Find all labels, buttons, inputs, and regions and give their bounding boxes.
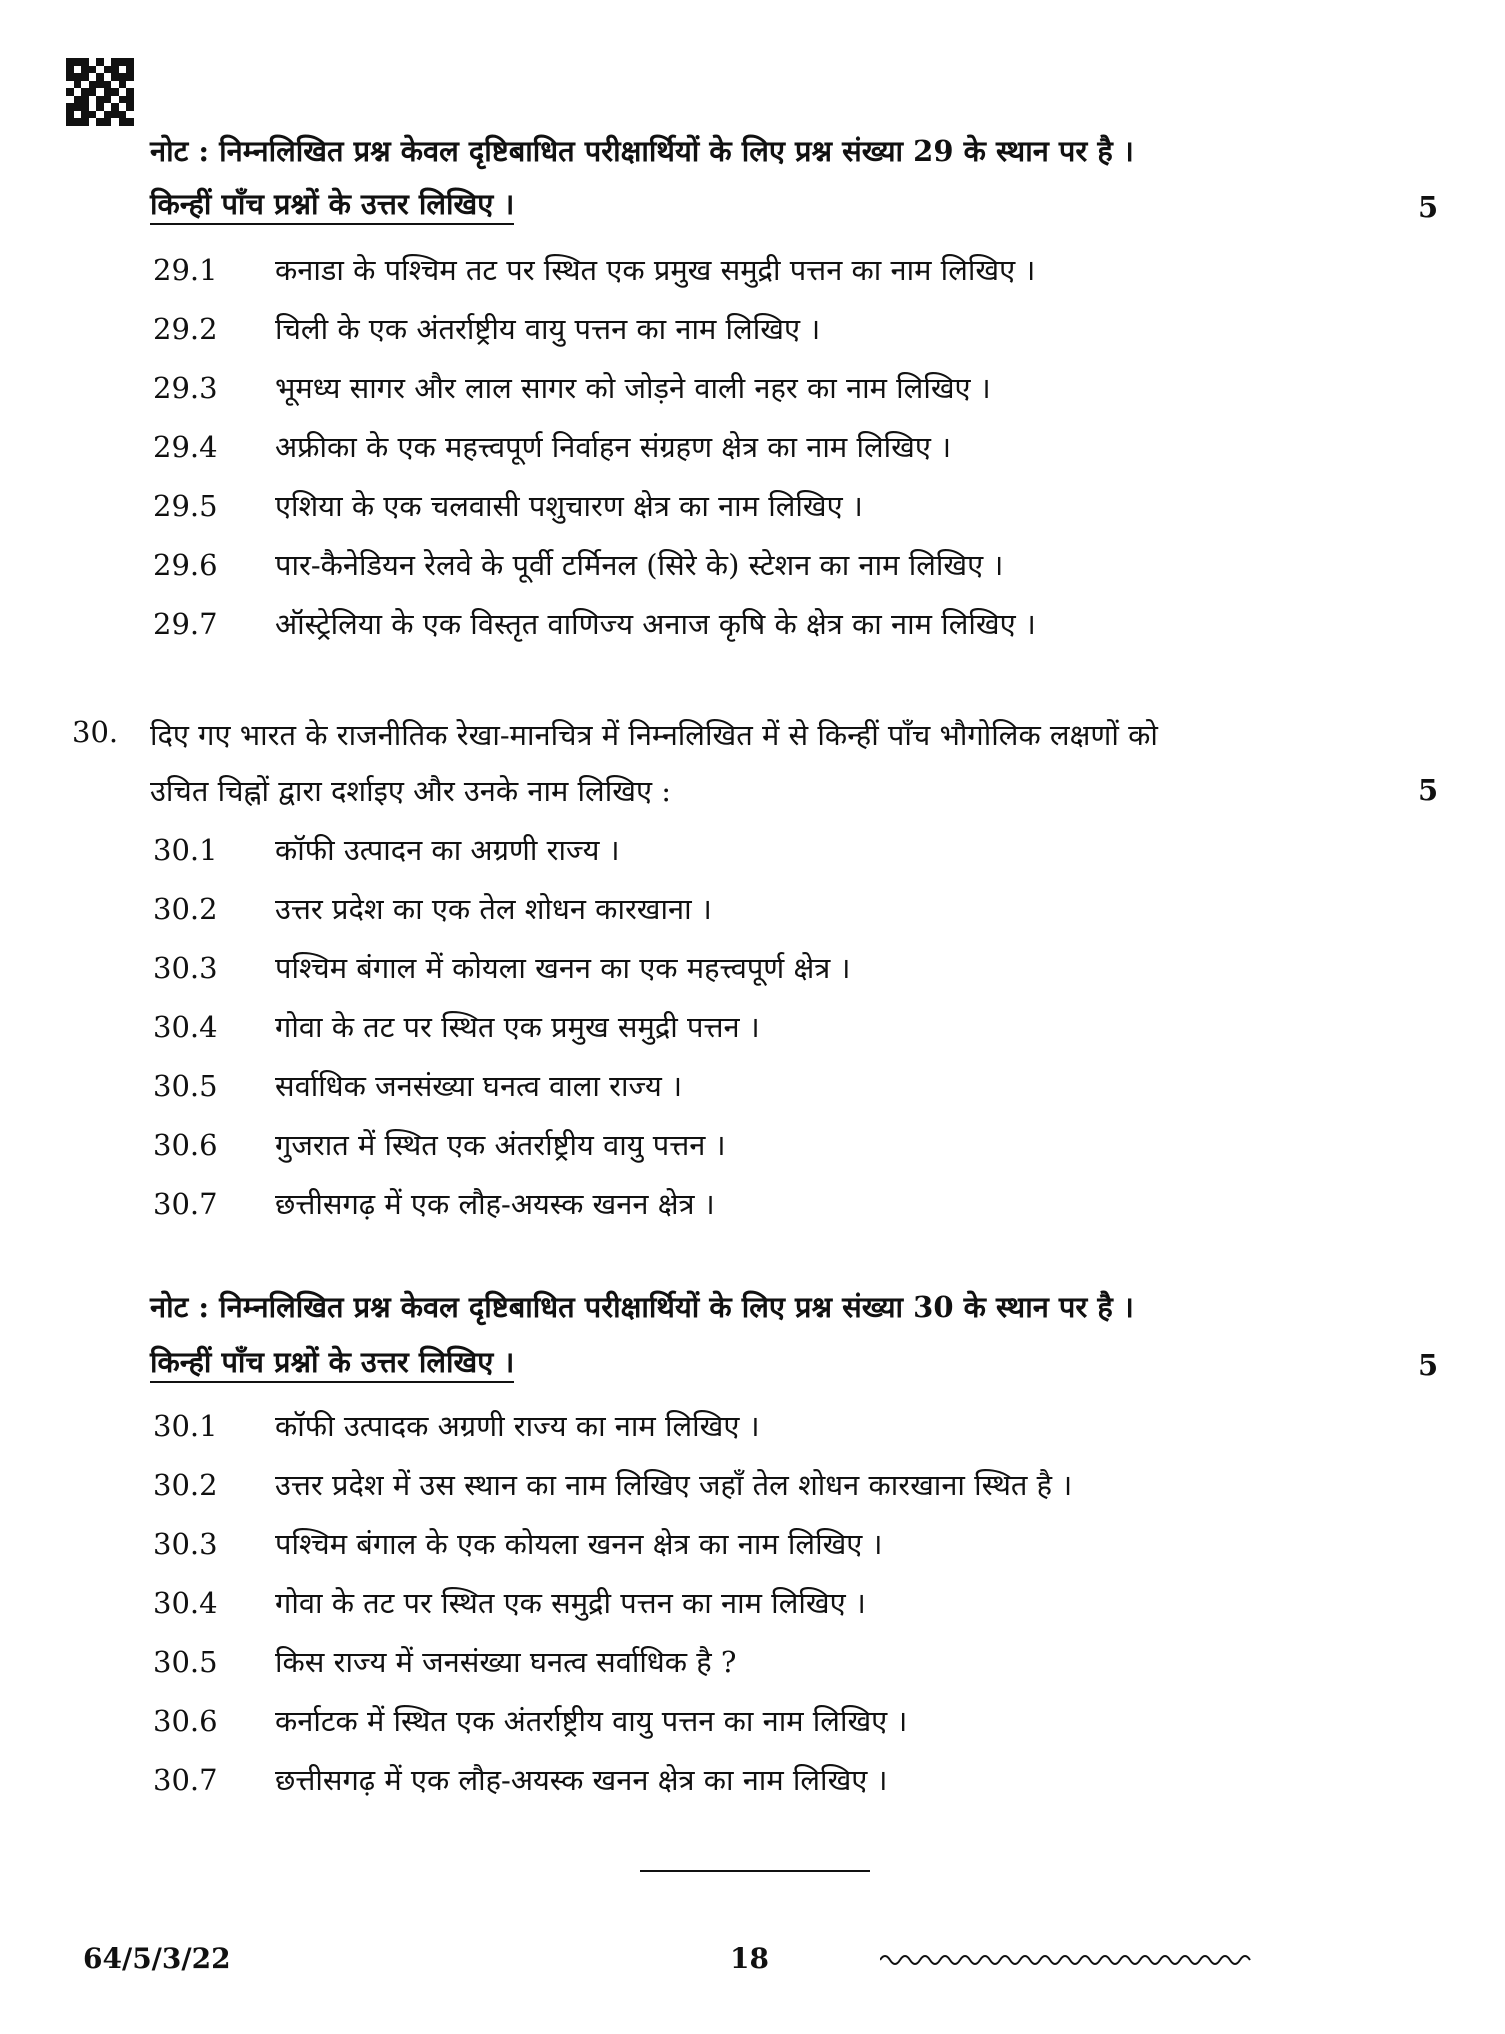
item-text: कर्नाटक में स्थित एक अंतर्राष्ट्रीय वायु पत्तन का नाम लिखिए । xyxy=(275,1704,908,1738)
note-29-instruction xyxy=(150,187,514,222)
item-number: 30.1 xyxy=(153,1409,218,1443)
item-text: उत्तर प्रदेश का एक तेल शोधन कारखाना । xyxy=(275,892,712,926)
item-text: पश्चिम बंगाल में कोयला खनन का एक महत्त्वपूर्ण क्षेत्र । xyxy=(275,951,851,985)
list-item xyxy=(153,1524,883,1563)
item-number: 30.7 xyxy=(153,1187,218,1221)
note-30-marks: 5 xyxy=(1418,1348,1439,1382)
question-30-number: 30. xyxy=(72,715,119,749)
item-number: 29.5 xyxy=(153,489,218,523)
paper-code: 64/5/3/22 xyxy=(83,1942,231,1975)
item-text: उत्तर प्रदेश में उस स्थान का नाम लिखिए जहाँ तेल शोधन कारखाना स्थित है । xyxy=(275,1468,1073,1502)
list-item xyxy=(153,604,1036,643)
item-text: छत्तीसगढ़ में एक लौह-अयस्क खनन क्षेत्र का नाम लिखिए । xyxy=(275,1763,888,1797)
qr-code-icon xyxy=(66,58,134,126)
note-29-marks: 5 xyxy=(1418,190,1439,224)
item-number: 30.5 xyxy=(153,1645,218,1679)
item-text: कॉफी उत्पादक अग्रणी राज्य का नाम लिखिए । xyxy=(275,1409,760,1443)
list-item xyxy=(153,1642,736,1681)
list-item xyxy=(153,427,951,466)
list-item xyxy=(153,889,712,928)
item-number: 29.6 xyxy=(153,548,218,582)
item-number: 30.4 xyxy=(153,1010,218,1044)
item-text: गोवा के तट पर स्थित एक प्रमुख समुद्री पत्तन । xyxy=(275,1010,760,1044)
list-item xyxy=(153,309,820,348)
note-30-instruction-text: किन्हीं पाँच प्रश्नों के उत्तर लिखिए । xyxy=(150,1345,514,1383)
item-text: पश्चिम बंगाल के एक कोयला खनन क्षेत्र का नाम लिखिए । xyxy=(275,1527,883,1561)
question-30-marks: 5 xyxy=(1418,773,1439,807)
list-item xyxy=(153,830,620,869)
item-text: चिली के एक अंतर्राष्ट्रीय वायु पत्तन का नाम लिखिए । xyxy=(275,312,821,346)
item-number: 30.7 xyxy=(153,1763,218,1797)
item-text: पार-कैनेडियन रेलवे के पूर्वी टर्मिनल (सिरे के) स्टेशन का नाम लिखिए । xyxy=(275,548,1004,582)
list-item xyxy=(153,1465,1072,1504)
list-item xyxy=(153,486,863,525)
item-number: 30.6 xyxy=(153,1704,218,1738)
question-30-line2: उचित चिह्नों द्वारा दर्शाइए और उनके नाम लिखिए : xyxy=(150,774,671,808)
item-text: भूमध्य सागर और लाल सागर को जोड़ने वाली नहर का नाम लिखिए । xyxy=(275,371,991,405)
list-item xyxy=(153,1760,888,1799)
item-number: 29.1 xyxy=(153,253,218,287)
item-number: 29.2 xyxy=(153,312,218,346)
item-text: अफ्रीका के एक महत्त्वपूर्ण निर्वाहन संग्रहण क्षेत्र का नाम लिखिए । xyxy=(275,430,952,464)
item-number: 30.3 xyxy=(153,1527,218,1561)
list-item xyxy=(153,948,851,987)
item-number: 30.2 xyxy=(153,892,218,926)
item-number: 29.7 xyxy=(153,607,218,641)
note-29-heading: नोट : निम्नलिखित प्रश्न केवल दृष्टिबाधित परीक्षार्थियों के लिए प्रश्न संख्या 29 के स्थान पर है । xyxy=(150,134,1134,168)
item-text: सर्वाधिक जनसंख्या घनत्व वाला राज्य । xyxy=(275,1069,683,1103)
end-separator-line xyxy=(640,1870,870,1872)
note-30-heading: नोट : निम्नलिखित प्रश्न केवल दृष्टिबाधित परीक्षार्थियों के लिए प्रश्न संख्या 30 के स्थान पर है । xyxy=(150,1290,1134,1324)
list-item xyxy=(153,1701,907,1740)
note-29-instruction-text: किन्हीं पाँच प्रश्नों के उत्तर लिखिए । xyxy=(150,187,514,225)
item-number: 30.3 xyxy=(153,951,218,985)
item-number: 30.4 xyxy=(153,1586,218,1620)
list-item xyxy=(153,1066,682,1105)
item-text: छत्तीसगढ़ में एक लौह-अयस्क खनन क्षेत्र । xyxy=(275,1187,715,1221)
page-number: 18 xyxy=(730,1942,769,1975)
item-text: गुजरात में स्थित एक अंतर्राष्ट्रीय वायु पत्तन । xyxy=(275,1128,726,1162)
item-number: 30.1 xyxy=(153,833,218,867)
wavy-line-icon xyxy=(880,1948,1256,1972)
list-item xyxy=(153,368,991,407)
item-text: गोवा के तट पर स्थित एक समुद्री पत्तन का नाम लिखिए । xyxy=(275,1586,866,1620)
item-text: एशिया के एक चलवासी पशुचारण क्षेत्र का नाम लिखिए । xyxy=(275,489,863,523)
item-number: 29.4 xyxy=(153,430,218,464)
list-item xyxy=(153,250,1035,289)
item-number: 29.3 xyxy=(153,371,218,405)
list-item xyxy=(153,1406,760,1445)
item-number: 30.6 xyxy=(153,1128,218,1162)
item-text: कनाडा के पश्चिम तट पर स्थित एक प्रमुख समुद्री पत्तन का नाम लिखिए । xyxy=(275,253,1036,287)
item-number: 30.5 xyxy=(153,1069,218,1103)
note-30-instruction xyxy=(150,1345,514,1380)
list-item xyxy=(153,1184,715,1223)
list-item xyxy=(153,545,1003,584)
item-text: ऑस्ट्रेलिया के एक विस्तृत वाणिज्य अनाज कृषि के क्षेत्र का नाम लिखिए । xyxy=(275,607,1036,641)
list-item xyxy=(153,1125,726,1164)
question-30-line1: दिए गए भारत के राजनीतिक रेखा-मानचित्र में निम्नलिखित में से किन्हीं पाँच भौगोलिक लक्षणों को xyxy=(150,718,1158,752)
item-number: 30.2 xyxy=(153,1468,218,1502)
list-item xyxy=(153,1583,866,1622)
list-item xyxy=(153,1007,760,1046)
item-text: कॉफी उत्पादन का अग्रणी राज्य । xyxy=(275,833,620,867)
item-text: किस राज्य में जनसंख्या घनत्व सर्वाधिक है ? xyxy=(275,1645,737,1679)
